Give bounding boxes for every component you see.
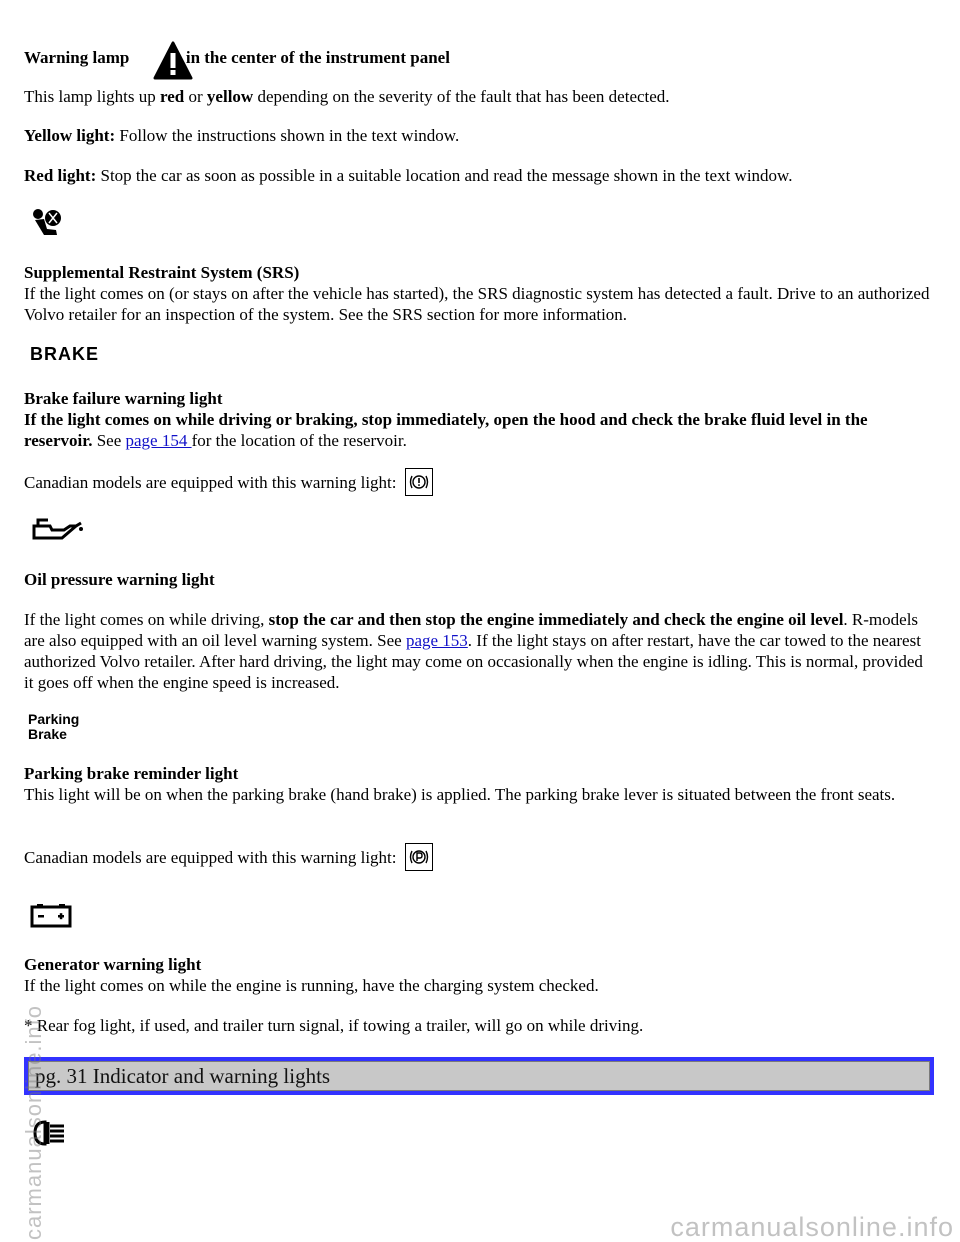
warning-lamp-heading-post: in the center of the instrument panel <box>185 48 450 67</box>
parking-text: This light will be on when the parking brake (hand brake) is applied. The parking brake lever is situated between the front seats. <box>24 785 896 804</box>
section-header-text: pg. 31 Indicator and warning lights <box>28 1061 930 1091</box>
brake-title: Brake failure warning light <box>24 389 223 408</box>
watermark-left-text: carmanualsonline.info <box>21 1004 46 1240</box>
generator-section <box>24 954 936 996</box>
oil-title-text: Oil pressure warning light <box>24 570 215 589</box>
yellow-light-label: Yellow light: <box>24 126 116 145</box>
srs-title: Supplemental Restraint System (SRS) <box>24 263 300 282</box>
srs-section <box>24 262 936 325</box>
srs-text: If the light comes on (or stays on after the vehicle has started), the SRS diagnostic system has detected a fault. Drive to an authorized Volvo retailer for an inspection of the system. See the SRS section for more information. <box>24 284 930 324</box>
warning-lamp-paragraph: This lamp lights up red or yellow depending on the severity of the fault that has been detected. <box>24 87 670 106</box>
page-153-link[interactable]: page 153 <box>405 631 468 650</box>
airbag-icon <box>30 205 66 239</box>
brake-circle-icon <box>405 468 433 496</box>
oil-title <box>24 569 936 590</box>
oil-paragraph: If the light comes on while driving, stop the car and then stop the engine immediately and check the engine oil level. R-models are also equipped with an oil level warning system. See page 153. If the light stays on after restart, have the car towed to the nearest authorized Volvo retailer. After hard driving, the light may come on occasionally when the engine is idling. This is normal, provided it goes off when the engine speed is increased. <box>24 610 923 692</box>
rear-fog-icon <box>32 1118 68 1148</box>
parking-circle-icon <box>405 843 433 871</box>
generator-text: If the light comes on while the engine is running, have the charging system checked. <box>24 976 599 995</box>
brake-icon: BRAKE <box>30 344 100 364</box>
parking-icon-line2: Brake <box>28 726 67 742</box>
brake-bold-text: If the light comes on while driving or braking, stop immediately, open the hood and check the brake fluid level in the reservoir. <box>24 410 868 450</box>
footnote: * Rear fog light, if used, and trailer turn signal, if towing a trailer, will go on while driving. <box>24 1016 644 1035</box>
parking-canadian: Canadian models are equipped with this warning light: <box>24 845 936 873</box>
red-light-paragraph: Red light: Stop the car as soon as possible in a suitable location and read the message shown in the text window. <box>24 166 793 185</box>
red-word: red <box>160 87 185 106</box>
yellow-word: yellow <box>206 87 254 106</box>
oil-bold-text: stop the car and then stop the engine immediately and check the engine oil level <box>268 610 844 629</box>
parking-section <box>24 763 936 805</box>
red-light-label: Red light: <box>24 166 97 185</box>
warning-triangle-icon <box>152 40 194 82</box>
battery-icon <box>30 902 72 928</box>
parking-icon-line1: Parking <box>28 711 80 727</box>
section-header-bar <box>24 1057 934 1095</box>
watermark-bottom: carmanualsonline.info <box>670 1212 954 1242</box>
oil-can-icon <box>30 514 84 542</box>
generator-title: Generator warning light <box>24 955 202 974</box>
brake-canadian: Canadian models are equipped with this warning light: <box>24 470 936 498</box>
warning-lamp-heading-pre: Warning lamp <box>24 48 130 67</box>
parking-title: Parking brake reminder light <box>24 764 239 783</box>
page-154-link[interactable]: page 154 <box>125 431 192 450</box>
yellow-light-paragraph: Yellow light: Follow the instructions shown in the text window. <box>24 126 460 145</box>
parking-brake-icon <box>28 712 79 742</box>
brake-section: Brake failure warning light If the light comes on while driving or braking, stop immediately, open the hood and check the brake fluid level in the reservoir. See page 154 for the location of the reservoir. <box>24 389 868 450</box>
